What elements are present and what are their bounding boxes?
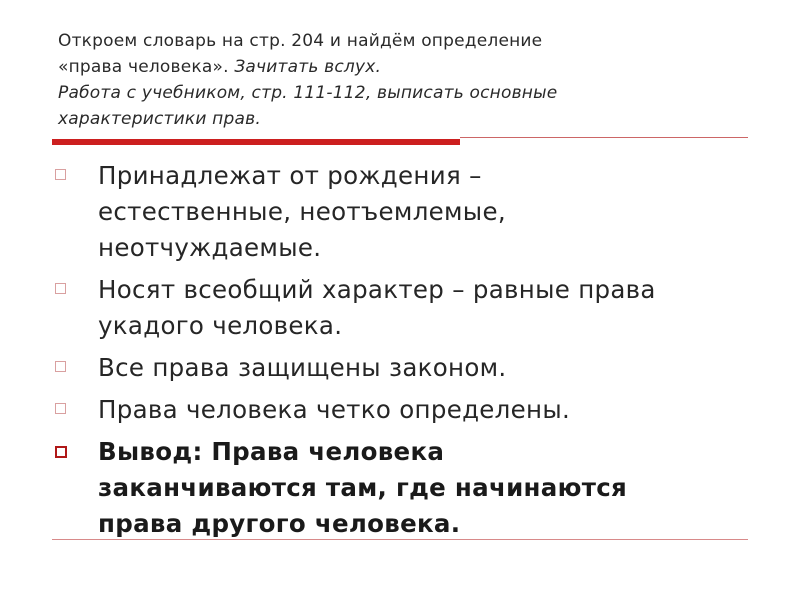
bullet-line: Носят всеобщий характер – равные права [98,275,656,304]
title-line-2 [58,54,758,80]
square-bullet-icon [55,283,66,294]
bullet-line: неотчуждаемые. [98,233,322,262]
slide-title [58,28,758,132]
list-item [52,158,762,266]
title-line-4: характеристики прав. [58,109,261,129]
title-line-2-italic: Зачитать вслух. [234,57,382,77]
bullet-line: естественные, неотъемлемые, [98,197,506,226]
bullet-text [98,392,762,428]
square-bullet-icon [55,446,67,458]
bullet-line: Принадлежат от рождения – [98,161,482,190]
bullet-line: Вывод: Права человека [98,437,445,466]
bullet-text [98,272,762,344]
list-item [52,350,762,386]
square-bullet-icon [55,403,66,414]
bullet-line: Права человека четко определены. [98,395,571,424]
title-underline-thin [460,137,748,138]
title-line-3: Работа с учебником, стр. 111-112, выписать основные [58,83,558,103]
conclusion-item [52,434,762,542]
bullet-list [52,158,762,548]
bullet-line: Все права защищены законом. [98,353,507,382]
bullet-line: укадого человека. [98,311,343,340]
title-line-2-normal: «права человека». [58,57,235,77]
square-bullet-icon [55,361,66,372]
list-item [52,272,762,344]
bullet-line: права другого человека. [98,509,461,538]
bullet-text [98,158,762,266]
footer-divider [52,539,748,540]
square-bullet-icon [55,169,66,180]
conclusion-text [98,434,762,542]
list-item [52,392,762,428]
title-underline-accent [52,139,460,145]
title-line-1: Откроем словарь на стр. 204 и найдём определение [58,31,543,51]
bullet-line: заканчиваются там, где начинаются [98,473,628,502]
bullet-text [98,350,762,386]
